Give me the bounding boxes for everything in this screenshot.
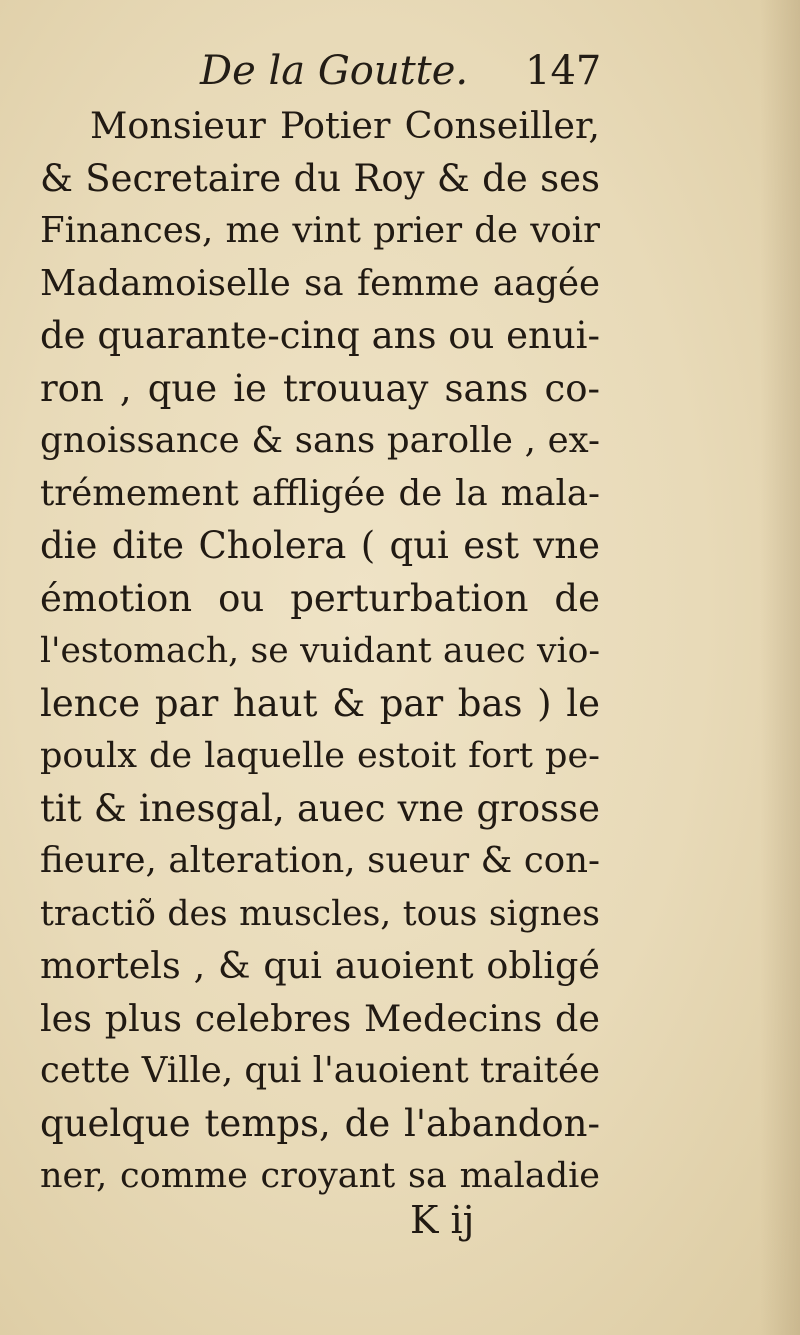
text-line: quelque temps, de l'abandon- [40,1101,600,1145]
text-line: die dite Cholera ( qui est vne [40,524,600,567]
signature-mark: K ij [410,1198,475,1242]
body-text [40,100,600,1203]
page-header [0,40,800,100]
text-line: & Secretaire du Roy & de ses [40,156,600,200]
text-line: cette Ville, qui l'auoient traitée [40,1050,600,1091]
text-line: mortels , & qui auoient obligé [40,944,600,987]
text-line: les plus celebres Medecins de [40,996,600,1040]
text-line: Madamoiselle sa femme aagée [40,262,600,304]
text-line: ron , que ie trouuay sans co- [40,366,600,410]
text-line: tractiõ des muscles, tous signes [40,893,600,934]
text-line: fieure, alteration, sueur & con- [40,840,600,881]
text-line: ner, comme croyant sa maladie [40,1156,600,1196]
text-line: de quarante-cinq ans ou enui- [40,314,600,357]
text-line: tit & inesgal, auec vne grosse [40,786,600,830]
text-line: gnoissance & sans parolle , ex- [40,420,600,461]
text-line: lence par haut & par bas ) le [40,681,600,725]
text-line: trémement affligée de la mala- [40,472,600,514]
running-title: De la Goutte. [200,48,469,94]
text-line: émotion ou perturbation de [40,576,600,620]
text-line: Monsieur Potier Conseiller, [90,104,600,147]
page-number: 147 [525,48,602,94]
text-line: l'estomach, se vuidant auec vio- [40,631,600,671]
text-line: poulx de laquelle estoit fort pe- [40,736,600,776]
text-line: Finances, me vint prier de voir [40,210,600,251]
